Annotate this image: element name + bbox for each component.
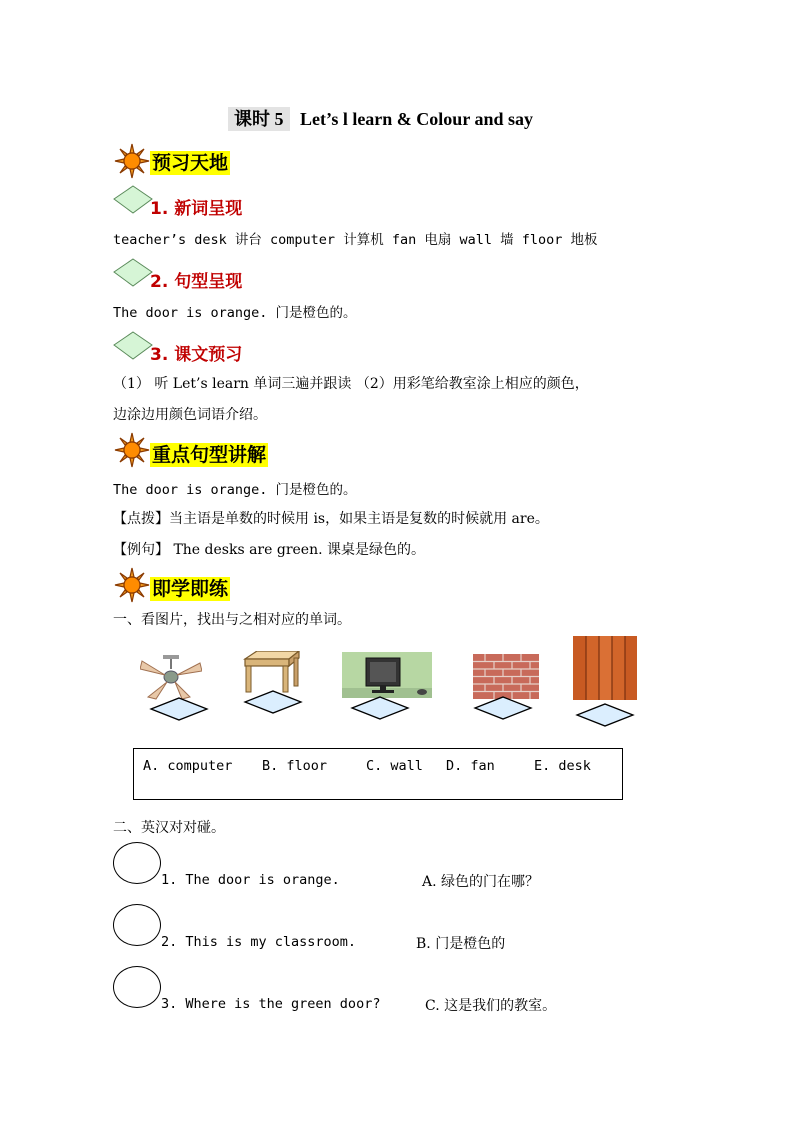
option-b: B. floor: [262, 758, 328, 774]
option-e: E. desk: [534, 758, 591, 774]
lesson-number: 课时 5: [228, 107, 290, 131]
answer-oval-1[interactable]: [113, 842, 161, 884]
answer-diamond-3[interactable]: [350, 696, 410, 720]
diamond-icon: [113, 258, 153, 288]
computer-picture: [342, 652, 432, 698]
key-sentence: The door is orange. 门是橙色的。: [113, 482, 357, 498]
match-left-3: 3. Where is the green door?: [161, 996, 381, 1012]
section-preview: 预习天地: [152, 152, 229, 174]
answer-oval-2[interactable]: [113, 904, 161, 946]
match-right-a: A. 绿色的门在哪？: [422, 874, 540, 890]
section-practice: 即学即练: [152, 578, 229, 600]
floor-picture: [573, 636, 637, 700]
new-words-line: teacher’s desk 讲台 computer 计算机 fan 电扇 wall 墙 floor 地板: [113, 232, 598, 248]
option-a: A. computer: [143, 758, 233, 774]
example-text: The desks are green. 课桌是绿色的。: [169, 542, 426, 558]
exercise2-prompt: 二、英汉对对碰。: [113, 820, 225, 836]
wall-picture: [473, 654, 539, 699]
page-title: [228, 105, 533, 131]
example-line: [113, 539, 425, 559]
example-label: 【例句】: [113, 542, 169, 558]
match-right-b: B. 门是橙色的: [416, 936, 506, 952]
preview-line-2: 边涂边用颜色词语介绍。: [113, 407, 267, 423]
sun-icon: [114, 432, 150, 468]
answer-diamond-2[interactable]: [243, 690, 303, 714]
sun-icon: [114, 143, 150, 179]
tip-label: 【点拨】: [113, 511, 169, 527]
desk-picture: [243, 651, 301, 693]
match-left-1: 1. The door is orange.: [161, 872, 340, 888]
answer-diamond-1[interactable]: [149, 697, 209, 721]
option-d: D. fan: [446, 758, 495, 774]
match-right-c: C. 这是我们的教室。: [425, 998, 557, 1014]
answer-diamond-5[interactable]: [575, 703, 635, 727]
exercise1-prompt: 一、看图片，找出与之相对应的单词。: [113, 612, 351, 628]
lesson-title: Let’s l learn & Colour and say: [300, 109, 534, 129]
answer-oval-3[interactable]: [113, 966, 161, 1008]
section-key-points: 重点句型讲解: [152, 444, 267, 466]
fan-picture: [140, 655, 202, 700]
diamond-icon: [113, 331, 153, 361]
tip-text: 当主语是单数的时候用 is，如果主语是复数的时候就用 are。: [169, 511, 549, 527]
diamond-icon: [113, 185, 153, 215]
preview-line-1: （1） 听 Let’s learn 单词三遍并跟读 （2）用彩笔给教室涂上相应的颜色，: [113, 376, 589, 392]
subsection-sentence: 2. 句型呈现: [150, 272, 243, 292]
match-left-2: 2. This is my classroom.: [161, 934, 357, 950]
tip-line: [113, 508, 549, 528]
sun-icon: [114, 567, 150, 603]
answer-diamond-4[interactable]: [473, 696, 533, 720]
option-c: C. wall: [366, 758, 423, 774]
subsection-text-preview: 3. 课文预习: [150, 345, 243, 365]
sentence-line: The door is orange. 门是橙色的。: [113, 305, 357, 321]
word-options-box: [133, 748, 623, 800]
subsection-new-words: 1. 新词呈现: [150, 199, 243, 219]
